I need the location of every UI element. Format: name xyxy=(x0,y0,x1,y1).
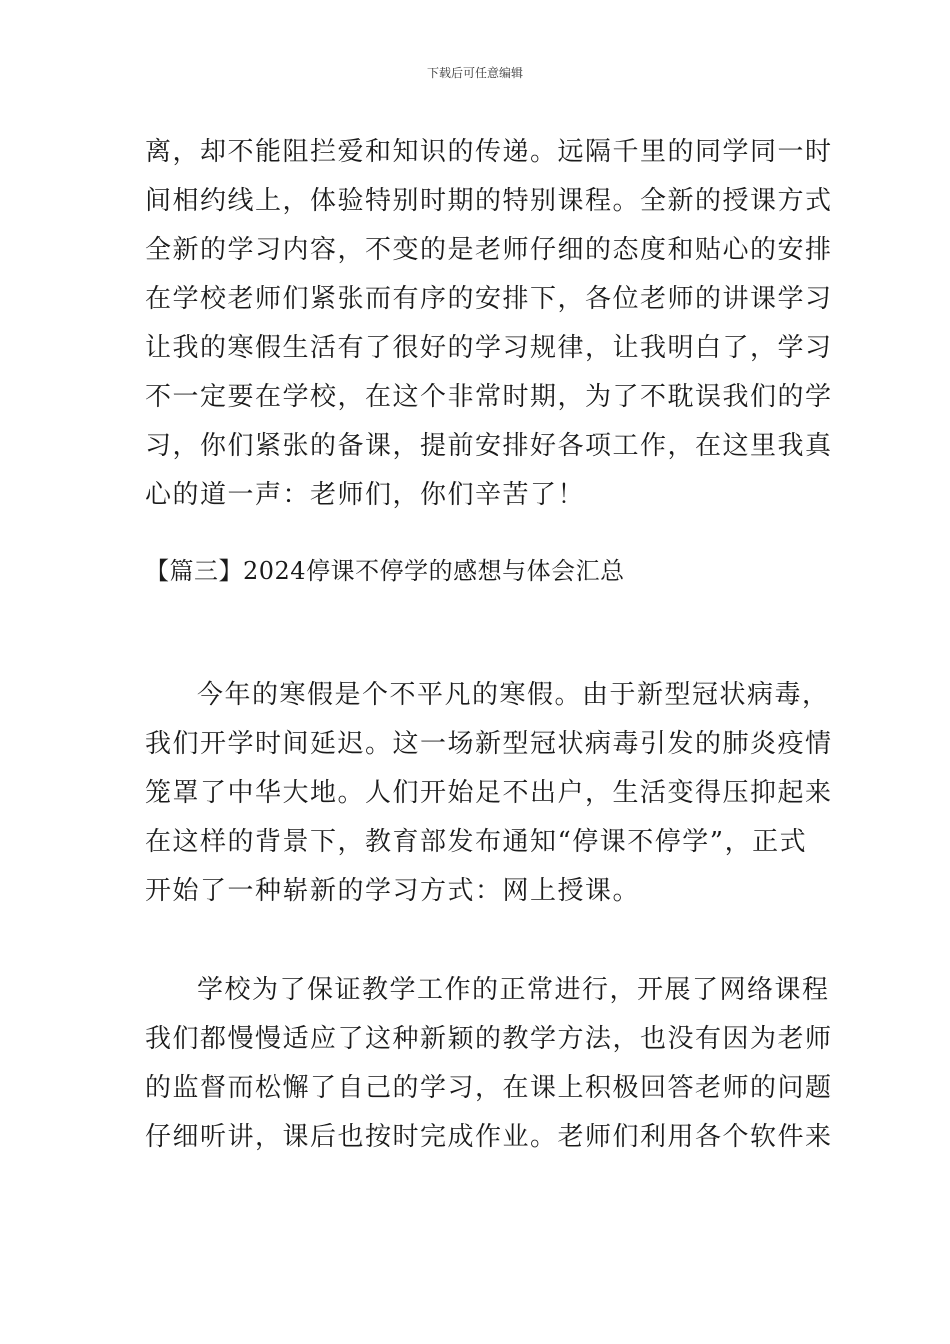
text-line: 今年的寒假是个不平凡的寒假。由于新型冠状病毒， xyxy=(197,680,830,710)
text-line: 心的道一声：老师们，你们辛苦了！ xyxy=(145,480,586,510)
text-line: 笼罩了中华大地。人们开始足不出户，生活变得压抑起来 xyxy=(145,778,833,808)
text-line: 离，却不能阻拦爱和知识的传递。远隔千里的同学同一时 xyxy=(145,137,833,167)
section-heading: 【篇三】2024停课不停学的感想与体会汇总 xyxy=(145,557,625,585)
text-line: 让我的寒假生活有了很好的学习规律，让我明白了，学习 xyxy=(145,333,833,363)
document-body xyxy=(145,128,833,1162)
text-line: 在学校老师们紧张而有序的安排下，各位老师的讲课学习 xyxy=(145,284,833,314)
text-line: 学校为了保证教学工作的正常进行，开展了网络课程 xyxy=(197,975,830,1005)
paragraph-2 xyxy=(145,671,833,916)
text-line: 习，你们紧张的备课，提前安排好各项工作，在这里我真 xyxy=(145,431,833,461)
text-line: 间相约线上，体验特别时期的特别课程。全新的授课方式 xyxy=(145,186,833,216)
text-line: 我们都慢慢适应了这种新颖的教学方法，也没有因为老师 xyxy=(145,1024,833,1054)
text-line: 我们开学时间延迟。这一场新型冠状病毒引发的肺炎疫情 xyxy=(145,729,833,759)
text-line: 不一定要在学校，在这个非常时期，为了不耽误我们的学 xyxy=(145,382,833,412)
download-edit-note: 下载后可任意编辑 xyxy=(426,66,523,80)
paragraph-3 xyxy=(145,966,833,1162)
paragraph-1 xyxy=(145,128,833,520)
text-line: 开始了一种崭新的学习方式：网上授课。 xyxy=(145,876,641,906)
text-line: 全新的学习内容，不变的是老师仔细的态度和贴心的安排 xyxy=(145,235,833,265)
text-line: 的监督而松懈了自己的学习，在课上积极回答老师的问题 xyxy=(145,1073,833,1103)
text-line: 仔细听讲，课后也按时完成作业。老师们利用各个软件来 xyxy=(145,1122,833,1152)
text-line: 在这样的背景下，教育部发布通知“停课不停学”，正式 xyxy=(145,827,808,857)
